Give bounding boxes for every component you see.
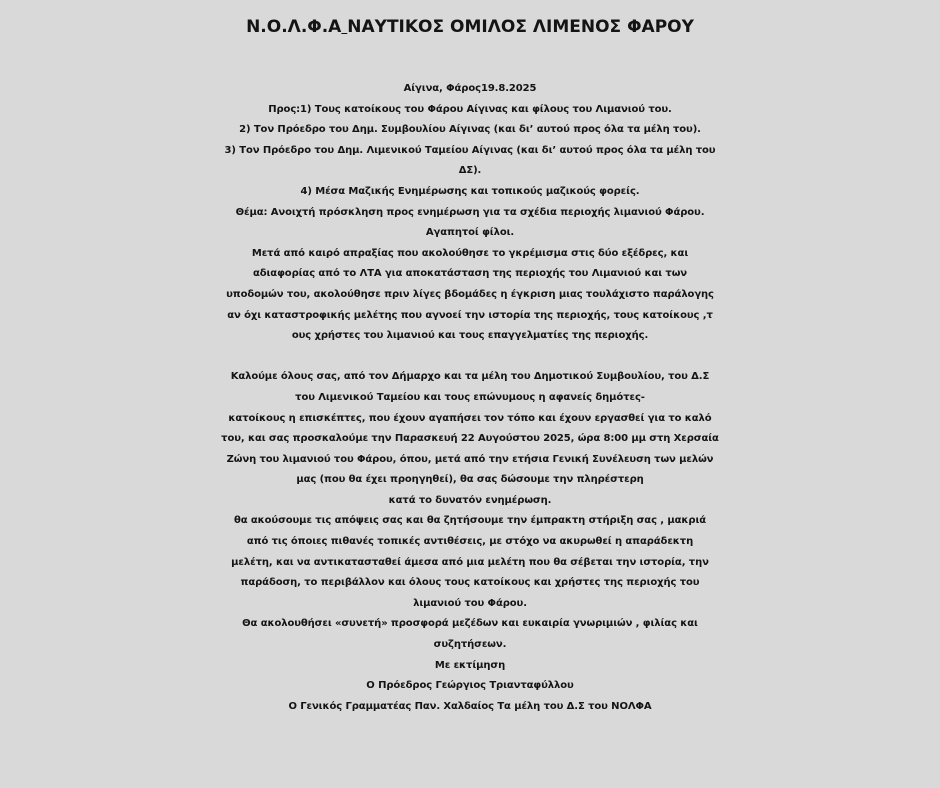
letter-line: Ο Γενικός Γραμματέας Παν. Χαλδαίος Τα μέλη του Δ.Σ του ΝΟΛΦΑ bbox=[288, 700, 652, 712]
letter-line: Με εκτίμηση bbox=[434, 659, 506, 671]
letter-line: Ο Πρόεδρος Γεώργιος Τριανταφύλλου bbox=[366, 680, 574, 692]
letter-line: Ζώνη του λιμανιού του Φάρου, όπου, μετά από την ετήσια Γενική Συνέλευση των μελών bbox=[226, 453, 714, 465]
letter-line: αδιαφορίας από το ΛΤΑ για αποκατάσταση της περιοχής του Λιμανιού και των bbox=[252, 268, 688, 280]
letter-line: Θα ακολουθήσει «συνετή» προσφορά μεζέδων και ευκαιρία γνωριμιών , φιλίας και bbox=[242, 618, 698, 630]
club-abbreviation: Ν.Ο.Λ.Φ.Α bbox=[246, 17, 342, 37]
letter-line: κατοίκους η επισκέπτες, που έχουν αγαπήσει τον τόπο και έχουν εργασθεί για το καλό bbox=[228, 412, 712, 424]
letter-line: αν όχι καταστροφικής μελέτης που αγνοεί την ιστορία της περιοχής, τους κατοίκους ,τ bbox=[227, 309, 713, 321]
letter-line: μελέτη, και να αντικατασταθεί άμεσα από μια μελέτη που θα σέβεται την ιστορία, την bbox=[231, 556, 709, 568]
letter-line: ΔΣ). bbox=[458, 165, 482, 177]
letter-line: παράδοση, το περιβάλλον και όλους τους κατοίκους και χρήστες της περιοχής του bbox=[240, 577, 700, 589]
letter-line: του Λιμενικού Ταμείου και τους επώνυμους η αφανείς δημότες- bbox=[295, 391, 645, 403]
letter-line: λιμανιού του Φάρου. bbox=[413, 597, 527, 609]
letter-line: 4) Μέσα Μαζικής Ενημέρωσης και τοπικούς μαζικούς φορείς. bbox=[300, 185, 640, 197]
letter-line: Θέμα: Ανοιχτή πρόσκληση προς ενημέρωση για τα σχέδια περιοχής λιμανιού Φάρου. bbox=[235, 206, 705, 218]
letter-line: συζητήσεων. bbox=[433, 639, 507, 651]
letter-line: 2) Τον Πρόεδρο του Δημ. Συμβουλίου Αίγινας (και δι’ αυτού προς όλα τα μέλη του). bbox=[239, 124, 701, 136]
letter-line: 3) Τον Πρόεδρο του Δημ. Λιμενικού Ταμείου Αίγινας (και δι’ αυτού προς όλα τα μέλη του bbox=[224, 144, 716, 156]
club-name: ΝΑΥΤΙΚΟΣ ΟΜΙΛΟΣ ΛΙΜΕΝΟΣ ΦΑΡΟΥ bbox=[347, 17, 694, 37]
letter-line: του, και σας προσκαλούμε την Παρασκευή 22 Αυγούστου 2025, ώρα 8:00 μμ στη Χερσαία bbox=[221, 433, 719, 445]
letter-line: μας (που θα έχει προηγηθεί), θα σας δώσουμε την πληρέστερη bbox=[296, 474, 644, 486]
letter-body bbox=[0, 79, 940, 717]
letter-line: θα ακούσουμε τις απόψεις σας και θα ζητήσουμε την έμπρακτη στήριξη σας , μακριά bbox=[233, 515, 707, 527]
letter-line: Αγαπητοί φίλοι. bbox=[425, 227, 515, 239]
letter-line: από τις όποιες πιθανές τοπικές αντιθέσεις, με στόχο να ακυρωθεί η απαράδεκτη bbox=[246, 536, 694, 548]
letter-line: Προς:1) Τους κατοίκους του Φάρου Αίγινας και φίλους του Λιμανιού του. bbox=[268, 103, 672, 115]
document-header bbox=[0, 15, 940, 39]
letter-line: Μετά από καιρό απραξίας που ακολούθησε το γκρέμισμα στις δύο εξέδρες, και bbox=[251, 247, 689, 259]
letter-line: Αίγινα, Φάρος19.8.2025 bbox=[403, 83, 537, 94]
paragraph-gap bbox=[0, 347, 940, 368]
letter-line: υποδομών του, ακολούθησε πριν λίγες βδομάδες η έγκριση μιας τουλάχιστο παράλογης bbox=[226, 288, 714, 300]
letter-line: κατά το δυνατόν ενημέρωση. bbox=[388, 494, 552, 506]
letter-line: ους χρήστες του λιμανιού και τους επαγγελματίες της περιοχής. bbox=[291, 330, 649, 342]
letter-line: Καλούμε όλους σας, από τον Δήμαρχο και τα μέλη του Δημοτικού Συμβουλίου, του Δ.Σ bbox=[230, 371, 710, 383]
